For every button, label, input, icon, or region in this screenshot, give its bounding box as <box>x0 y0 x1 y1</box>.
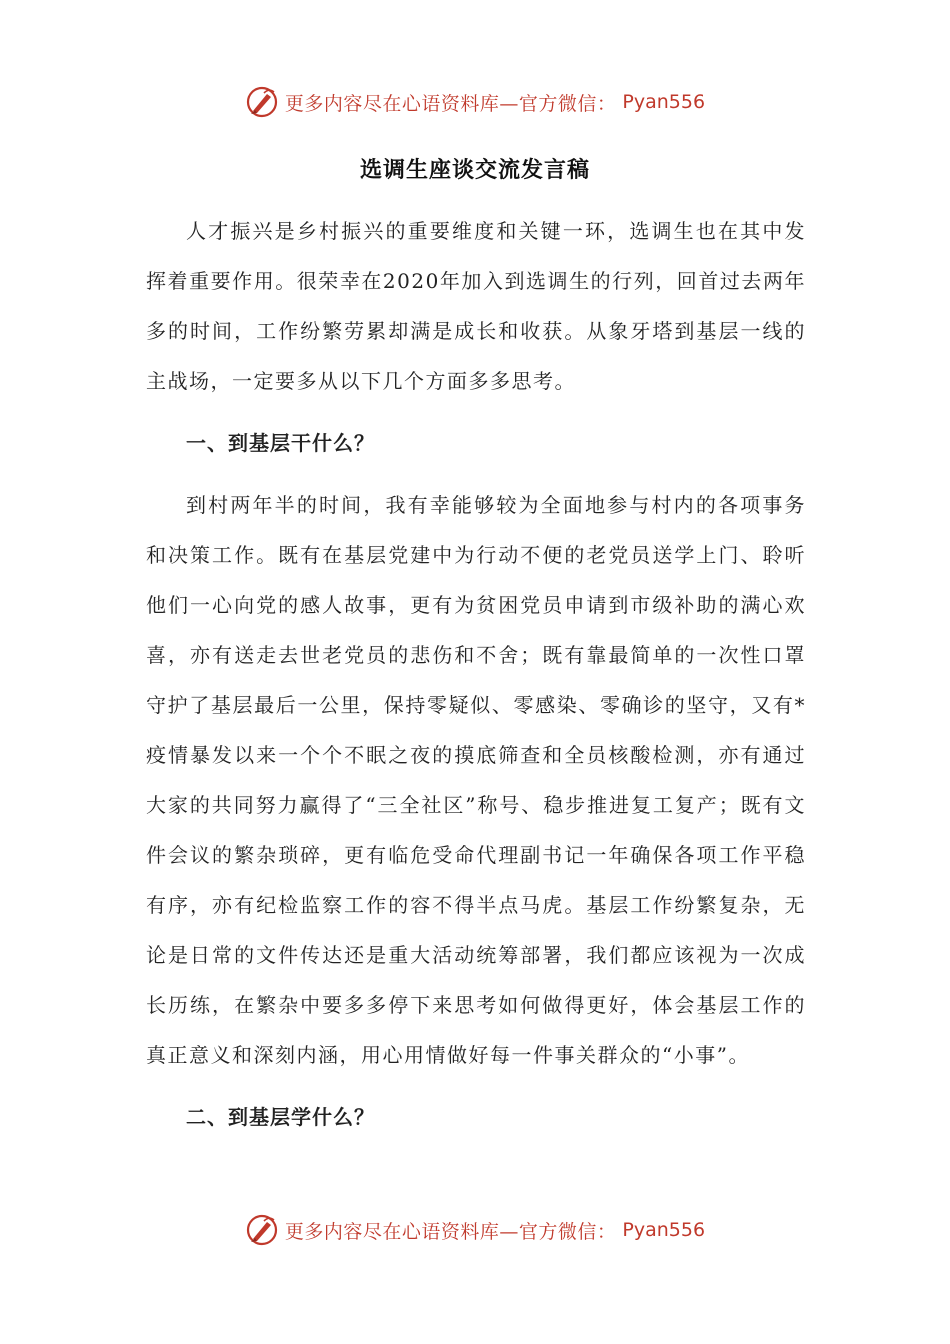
header-watermark-banner <box>0 80 950 124</box>
pen-logo-icon <box>245 85 279 119</box>
watermark-wechat-id: Pyan556 <box>622 91 706 113</box>
watermark-wechat-id: Pyan556 <box>622 1219 706 1241</box>
intro-paragraph: 人才振兴是乡村振兴的重要维度和关键一环，选调生也在其中发挥着重要作用。很荣幸在2020年加入到选调生的行列，回首过去两年多的时间，工作纷繁劳累却满是成长和收获。从象牙塔到基层一线的主战场，一定要多从以下几个方面多多思考。 <box>146 219 806 393</box>
pen-logo-icon <box>245 1213 279 1247</box>
document-body <box>146 206 806 1142</box>
section-1-paragraph: 到村两年半的时间，我有幸能够较为全面地参与村内的各项事务和决策工作。既有在基层党建中为行动不便的老党员送学上门、聆听他们一心向党的感人故事，更有为贫困党员申请到市级补助的满心欢喜，亦有送走去世老党员的悲伤和不舍；既有靠最简单的一次性口罩守护了基层最后一公里，保持零疑似、零感染、零确诊的坚守，又有*疫情暴发以来一个个不眠之夜的摸底筛查和全员核酸检测，亦有通过大家的共同努力赢得了“三全社区”称号、稳步推进复工复产；既有文件会议的繁杂琐碎，更有临危受命代理副书记一年确保各项工作平稳有序，亦有纪检监察工作的容不得半点马虎。基层工作纷繁复杂，无论是日常的文件传达还是重大活动统筹部署，我们都应该视为一次成长历练，在繁杂中要多多停下来思考如何做得更好，体会基层工作的真正意义和深刻内涵，用心用情做好每一件事关群众的“小事”。 <box>146 493 806 1067</box>
section-heading-1: 一、到基层干什么？ <box>186 431 375 455</box>
section-heading-2: 二、到基层学什么？ <box>186 1105 375 1129</box>
watermark-text: 更多内容尽在心语资料库—官方微信： <box>284 92 617 115</box>
document-title: 选调生座谈交流发言稿 <box>359 157 590 183</box>
footer-watermark-banner <box>0 1208 950 1252</box>
watermark-text: 更多内容尽在心语资料库—官方微信： <box>284 1220 617 1243</box>
